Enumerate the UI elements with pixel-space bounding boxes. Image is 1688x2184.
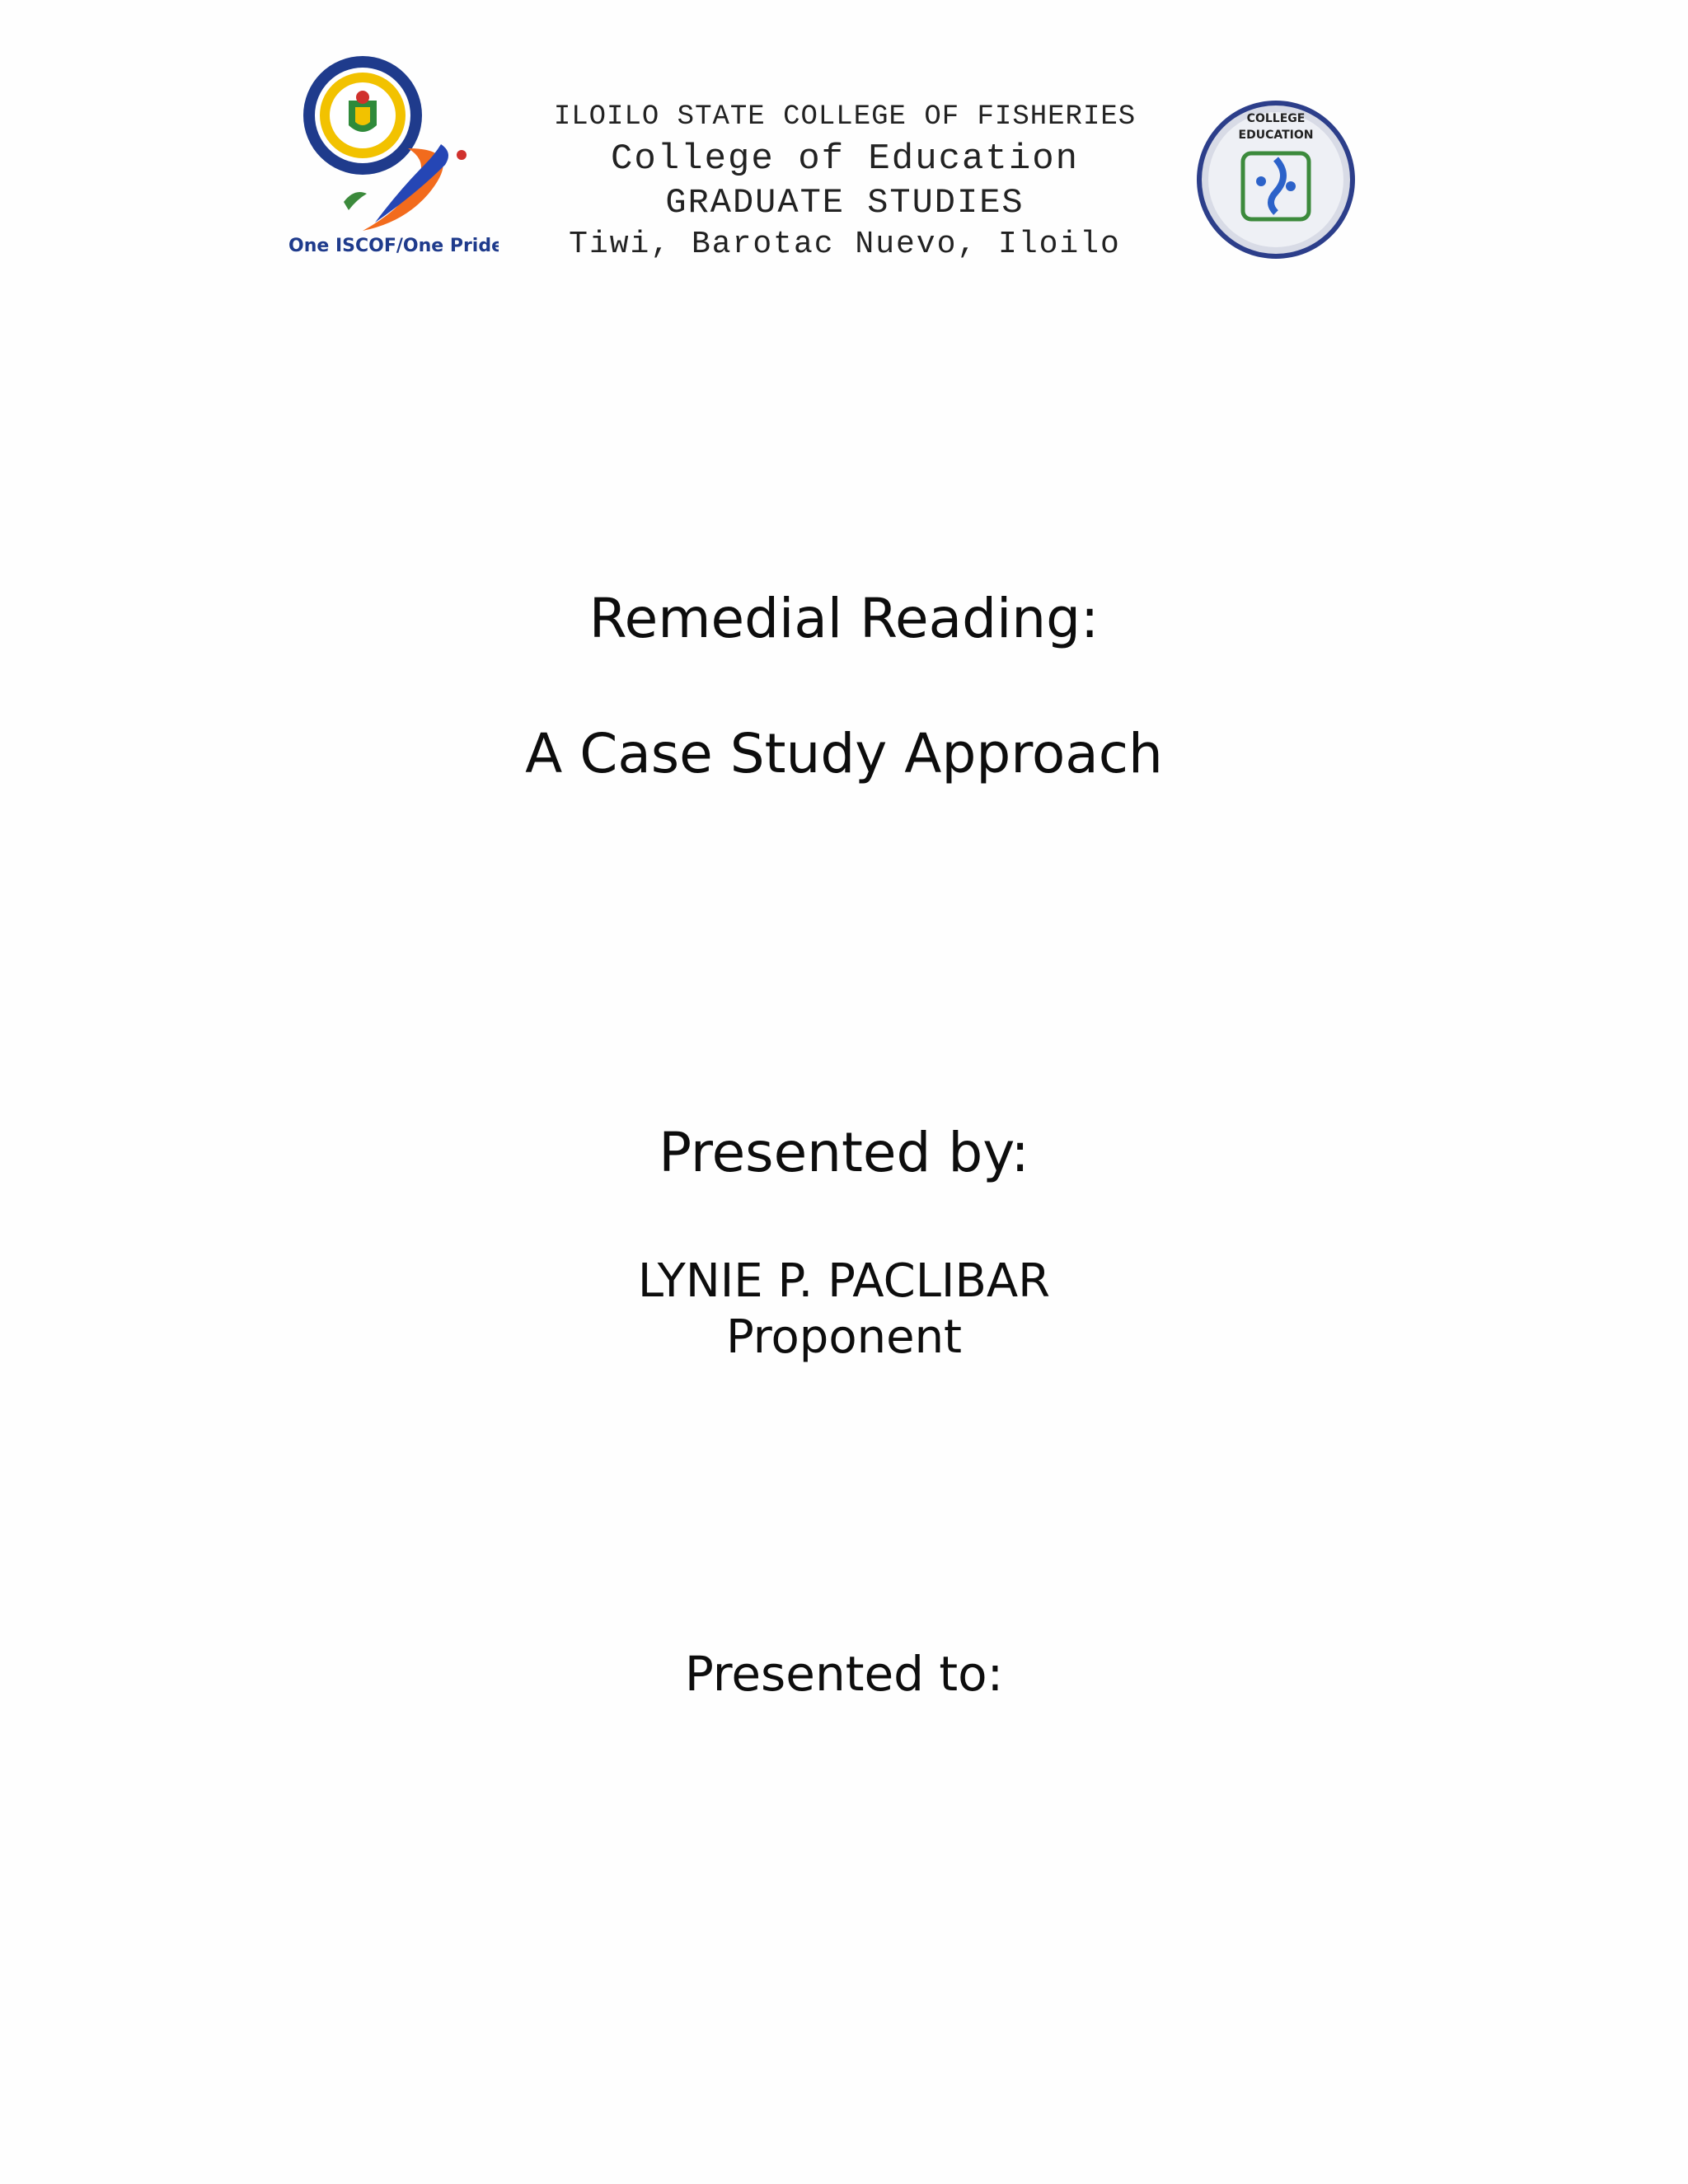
institution-address: Tiwi, Barotac Nuevo, Iloilo bbox=[569, 227, 1121, 262]
college-of-education-seal-icon bbox=[1193, 97, 1358, 262]
iscof-logo-caption: One ISCOF/One Pride bbox=[288, 236, 499, 256]
iscof-seal-icon bbox=[284, 49, 499, 264]
iscof-logo bbox=[284, 49, 499, 264]
institution-name: ILOILO STATE COLLEGE OF FISHERIES bbox=[553, 101, 1137, 133]
document-title-line-2: A Case Study Approach bbox=[525, 722, 1163, 785]
division-name: GRADUATE STUDIES bbox=[665, 183, 1025, 223]
svg-text:COLLEGE: COLLEGE bbox=[1246, 112, 1306, 125]
college-of-education-logo bbox=[1193, 97, 1358, 262]
svg-text:EDUCATION: EDUCATION bbox=[1238, 129, 1314, 142]
document-title-line-1: Remedial Reading: bbox=[588, 587, 1100, 650]
presented-to-label: Presented to: bbox=[684, 1646, 1004, 1702]
presented-by-label: Presented by: bbox=[659, 1121, 1029, 1184]
proponent-role: Proponent bbox=[725, 1310, 963, 1364]
institution-header bbox=[511, 97, 1179, 265]
college-name: College of Education bbox=[610, 138, 1080, 180]
proponent-name: LYNIE P. PACLIBAR bbox=[637, 1254, 1051, 1308]
